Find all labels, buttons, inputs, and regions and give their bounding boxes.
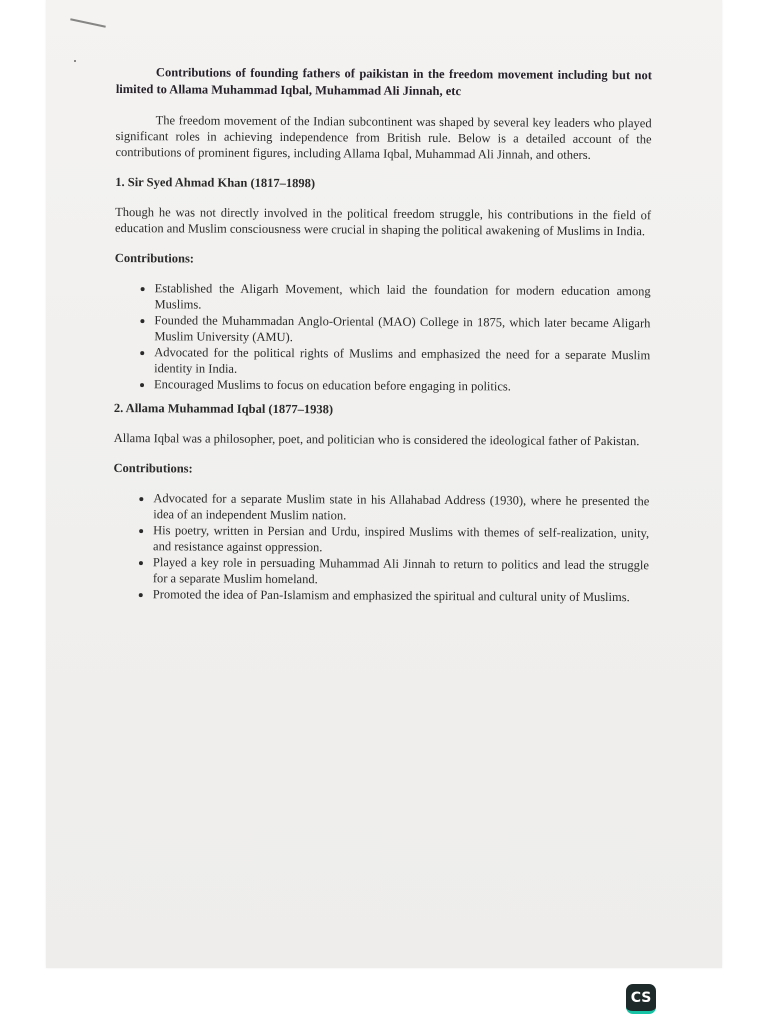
intro-paragraph: The freedom movement of the Indian subcontinent was shaped by several key leaders who played significant roles in achieving independence from British rule. Below is a detailed account of the contributions of prominent figures, including Allama Iqbal, Muhammad Ali Jinnah, and others.: [115, 113, 652, 162]
section-description: Though he was not directly involved in the political freedom struggle, his contributions in the field of education and Muslim consciousness were crucial in shaping the political awakening of Muslims in India.: [114, 204, 652, 239]
contributions-label: Contributions:: [114, 250, 195, 266]
scan-artifact-dot: [74, 60, 76, 62]
document-title: Contributions of founding fathers of paikistan in the freedom movement including but not limited to Allama Muhammad Iqbal, Muhammad Ali Jinnah, etc: [115, 65, 652, 99]
list-item: • His poetry, written in Persian and Urdu, inspired Muslims with themes of self-realization, unity, and resistance against oppression.: [153, 522, 649, 557]
list-item: • Advocated for a separate Muslim state in his Allahabad Address (1930), where he presented the idea of an independent Muslim nation.: [153, 490, 649, 525]
section-heading: 2. Allama Muhammad Iqbal (1877–1938): [113, 400, 334, 417]
section-iqbal: [113, 400, 650, 605]
contributions-list: [114, 280, 651, 395]
list-item: • Founded the Muhammadan Anglo-Oriental (MAO) College in 1875, which later became Aligarh Muslim University (AMU).: [154, 312, 650, 347]
list-item: • Established the Aligarh Movement, which laid the foundation for modern education among Muslims.: [154, 280, 650, 315]
list-item: • Promoted the idea of Pan-Islamism and emphasized the spiritual and cultural unity of Muslims.: [153, 586, 649, 605]
section-heading: 1. Sir Syed Ahmad Khan (1817–1898): [115, 174, 316, 191]
section-sir-syed: [114, 174, 651, 395]
contributions-label: Contributions:: [113, 460, 193, 476]
list-item: • Played a key role in persuading Muhammad Ali Jinnah to return to politics and lead the struggle for a separate Muslim homeland.: [153, 554, 649, 589]
list-item: • Encouraged Muslims to focus on education before engaging in politics.: [154, 376, 650, 395]
list-item: • Advocated for the political rights of Muslims and emphasized the need for a separate Muslim identity in India.: [154, 344, 650, 379]
contributions-list: [113, 490, 650, 605]
section-description: Allama Iqbal was a philosopher, poet, and politician who is considered the ideological father of Pakistan.: [113, 430, 640, 449]
camscanner-logo-icon: CS: [626, 984, 656, 1014]
document-body: [113, 64, 652, 613]
